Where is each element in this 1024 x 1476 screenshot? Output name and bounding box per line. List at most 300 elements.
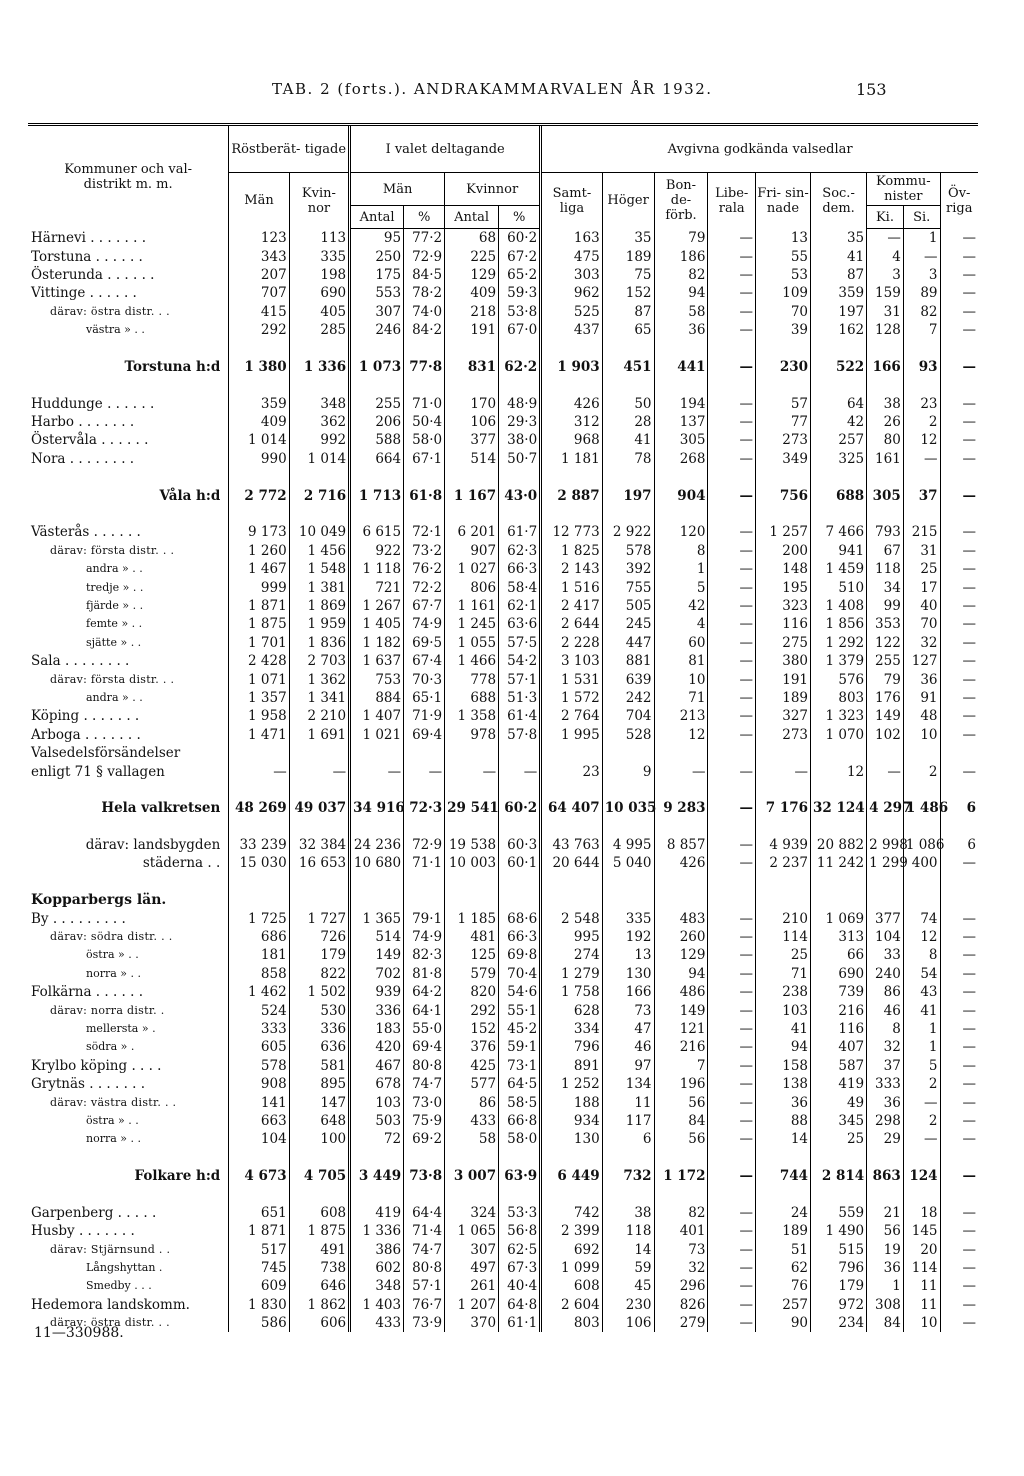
cell-komm-ki — [867, 744, 904, 762]
cell-hoger: 50 — [602, 395, 654, 413]
cell-socdem: 739 — [811, 983, 867, 1001]
cell-frisinnade: 138 — [755, 1075, 810, 1093]
cell-name: därav: södra distr. . . — [50, 930, 173, 944]
cell-komm-ki: 21 — [867, 1204, 904, 1222]
cell-man-pct: 50·4 — [404, 413, 445, 431]
cell-socdem: 49 — [811, 1093, 867, 1111]
cell-bondeforb — [654, 891, 708, 909]
cell-komm-ki: 240 — [867, 965, 904, 983]
cell-komm-si: 74 — [903, 909, 940, 927]
cell-rost-man: 1 071 — [229, 670, 289, 688]
spacer-row — [28, 339, 978, 357]
cell-frisinnade: 1 257 — [755, 523, 810, 541]
cell-kv-pct: 57·1 — [499, 670, 541, 688]
cell-ovriga: — — [940, 229, 978, 248]
cell-ovriga: — — [940, 909, 978, 927]
cell-rost-kvinnor: 335 — [289, 247, 349, 265]
cell-ovriga: — — [940, 726, 978, 744]
cell-liberala: — — [708, 303, 755, 321]
cell-hoger: 75 — [602, 266, 654, 284]
cell-hoger: 451 — [602, 358, 654, 376]
cell-hoger: 242 — [602, 689, 654, 707]
cell-samtliga: 608 — [541, 1277, 603, 1295]
cell-kv-pct — [499, 891, 541, 909]
cell-man-pct: 74·7 — [404, 1240, 445, 1258]
cell-liberala: — — [708, 1277, 755, 1295]
table-row — [28, 634, 978, 652]
cell-komm-ki: 67 — [867, 542, 904, 560]
cell-kv-antal: 1 207 — [445, 1296, 499, 1314]
cell-socdem: 1 490 — [811, 1222, 867, 1240]
cell-komm-ki: 118 — [867, 560, 904, 578]
cell-man-pct: 73·2 — [404, 542, 445, 560]
cell-komm-ki: 298 — [867, 1112, 904, 1130]
cell-name: Harbo . . . . . . . — [31, 414, 135, 431]
cell-rost-kvinnor: 16 653 — [289, 854, 349, 872]
cell-samtliga: 796 — [541, 1038, 603, 1056]
cell-liberala: — — [708, 321, 755, 339]
cell-komm-si: 17 — [903, 578, 940, 596]
table-row — [28, 707, 978, 725]
cell-rost-man: 517 — [229, 1240, 289, 1258]
cell-rost-kvinnor: 530 — [289, 1001, 349, 1019]
cell-kv-antal: 68 — [445, 229, 499, 248]
col-header-man-antal: Antal — [350, 206, 404, 229]
cell-ovriga: — — [940, 1038, 978, 1056]
cell-bondeforb: 94 — [654, 284, 708, 302]
cell-kv-antal: 170 — [445, 395, 499, 413]
cell-hoger: 755 — [602, 578, 654, 596]
cell-bondeforb: 4 — [654, 615, 708, 633]
cell-hoger: 106 — [602, 1314, 654, 1332]
cell-rost-kvinnor: 606 — [289, 1314, 349, 1332]
cell-socdem — [811, 744, 867, 762]
cell-man-pct: 76·2 — [404, 560, 445, 578]
cell-rost-man: 48 269 — [229, 799, 289, 817]
cell-ovriga: — — [940, 1222, 978, 1240]
cell-man-pct: 55·0 — [404, 1020, 445, 1038]
cell-komm-si: 215 — [903, 523, 940, 541]
cell-komm-ki: 8 — [867, 1020, 904, 1038]
cell-man-antal: 307 — [350, 303, 404, 321]
cell-name: Köping . . . . . . . — [31, 708, 140, 725]
cell-bondeforb: 904 — [654, 486, 708, 504]
table-row — [28, 542, 978, 560]
cell-komm-si: 18 — [903, 1204, 940, 1222]
cell-name: Torstuna h:d — [124, 358, 221, 375]
cell-komm-ki: 79 — [867, 670, 904, 688]
cell-bondeforb: 56 — [654, 1093, 708, 1111]
cell-kv-antal: 1 185 — [445, 909, 499, 927]
cell-socdem: 690 — [811, 965, 867, 983]
cell-name: därav: landsbygden — [85, 837, 221, 854]
cell-man-antal: — — [350, 762, 404, 780]
cell-liberala: — — [708, 560, 755, 578]
cell-kv-antal: 129 — [445, 266, 499, 284]
cell-komm-si: 31 — [903, 542, 940, 560]
cell-man-pct: 73·9 — [404, 1314, 445, 1332]
cell-rost-man: 359 — [229, 395, 289, 413]
cell-socdem: 197 — [811, 303, 867, 321]
cell-kv-pct: 57·8 — [499, 726, 541, 744]
cell-kv-pct: 58·0 — [499, 1130, 541, 1148]
cell-liberala: — — [708, 909, 755, 927]
cell-socdem: 803 — [811, 689, 867, 707]
cell-hoger: 87 — [602, 303, 654, 321]
cell-name: femte » . . — [86, 617, 143, 631]
cell-liberala: — — [708, 1075, 755, 1093]
cell-man-antal: 884 — [350, 689, 404, 707]
cell-bondeforb: 8 — [654, 542, 708, 560]
cell-komm-ki: 37 — [867, 1057, 904, 1075]
cell-hoger: 578 — [602, 542, 654, 560]
cell-komm-si: 7 — [903, 321, 940, 339]
cell-rost-man — [229, 744, 289, 762]
cell-name: andra » . . — [86, 562, 143, 576]
cell-frisinnade: 230 — [755, 358, 810, 376]
cell-man-antal: 721 — [350, 578, 404, 596]
cell-socdem: 1 069 — [811, 909, 867, 927]
cell-name: Långshyttan . — [86, 1261, 163, 1275]
cell-man-pct: 72·3 — [404, 799, 445, 817]
cell-komm-si: 124 — [903, 1167, 940, 1185]
cell-man-pct: 70·3 — [404, 670, 445, 688]
cell-name: därav: östra distr. . . — [50, 1316, 170, 1330]
cell-name: städerna . . — [142, 855, 221, 872]
cell-name: Arboga . . . . . . . — [31, 726, 141, 743]
cell-kv-pct: 53·3 — [499, 1204, 541, 1222]
cell-hoger: 189 — [602, 247, 654, 265]
cell-socdem: 522 — [811, 358, 867, 376]
cell-man-antal: 24 236 — [350, 836, 404, 854]
cell-komm-ki: — — [867, 762, 904, 780]
cell-kv-pct: 62·2 — [499, 358, 541, 376]
cell-hoger: 528 — [602, 726, 654, 744]
cell-socdem: 35 — [811, 229, 867, 248]
col-header-rostberattigade: Röstberät- tigade — [229, 125, 350, 173]
cell-rost-kvinnor: 646 — [289, 1277, 349, 1295]
cell-komm-ki: 255 — [867, 652, 904, 670]
cell-ovriga: — — [940, 1277, 978, 1295]
cell-frisinnade: 273 — [755, 726, 810, 744]
spacer-row — [28, 376, 978, 394]
cell-frisinnade: 90 — [755, 1314, 810, 1332]
cell-socdem: 2 814 — [811, 1167, 867, 1185]
cell-samtliga: 12 773 — [541, 523, 603, 541]
cell-frisinnade: 275 — [755, 634, 810, 652]
cell-name: Hela valkretsen — [101, 800, 221, 817]
cell-komm-si: — — [903, 1130, 940, 1148]
table-row — [28, 744, 978, 762]
cell-bondeforb: 305 — [654, 431, 708, 449]
cell-komm-ki: 32 — [867, 1038, 904, 1056]
cell-samtliga: 130 — [541, 1130, 603, 1148]
cell-rost-man: 605 — [229, 1038, 289, 1056]
cell-komm-ki — [867, 891, 904, 909]
cell-rost-kvinnor: 581 — [289, 1057, 349, 1075]
cell-samtliga: 1 181 — [541, 450, 603, 468]
cell-kv-pct: 58·5 — [499, 1093, 541, 1111]
cell-frisinnade: 189 — [755, 689, 810, 707]
cell-man-pct: 74·0 — [404, 303, 445, 321]
cell-komm-si: — — [903, 247, 940, 265]
cell-samtliga: 20 644 — [541, 854, 603, 872]
cell-kv-pct: 57·5 — [499, 634, 541, 652]
cell-man-pct: 57·1 — [404, 1277, 445, 1295]
cell-hoger: 245 — [602, 615, 654, 633]
spacer-row — [28, 1149, 978, 1167]
cell-kv-pct: 51·3 — [499, 689, 541, 707]
cell-liberala: — — [708, 523, 755, 541]
cell-bondeforb: 129 — [654, 946, 708, 964]
cell-man-antal: 103 — [350, 1093, 404, 1111]
cell-komm-si: 2 — [903, 762, 940, 780]
cell-socdem: 162 — [811, 321, 867, 339]
cell-kv-antal: 370 — [445, 1314, 499, 1332]
cell-kv-antal: 497 — [445, 1259, 499, 1277]
cell-liberala: — — [708, 836, 755, 854]
cell-ovriga: — — [940, 652, 978, 670]
cell-hoger: 38 — [602, 1204, 654, 1222]
cell-man-antal: 3 449 — [350, 1167, 404, 1185]
cell-komm-ki: 166 — [867, 358, 904, 376]
cell-komm-ki: 56 — [867, 1222, 904, 1240]
cell-rost-kvinnor: 738 — [289, 1259, 349, 1277]
cell-socdem: 179 — [811, 1277, 867, 1295]
cell-bondeforb: 84 — [654, 1112, 708, 1130]
cell-rost-man: 333 — [229, 1020, 289, 1038]
cell-liberala: — — [708, 1130, 755, 1148]
cell-ovriga: — — [940, 542, 978, 560]
cell-kv-pct: 45·2 — [499, 1020, 541, 1038]
total-row — [28, 854, 978, 872]
cell-komm-si: 11 — [903, 1277, 940, 1295]
cell-liberala: — — [708, 799, 755, 817]
table-row — [28, 946, 978, 964]
cell-ovriga: — — [940, 983, 978, 1001]
election-table — [28, 123, 978, 1332]
cell-name: därav: första distr. . . — [50, 672, 175, 686]
cell-samtliga: 1 099 — [541, 1259, 603, 1277]
cell-man-antal: 1 403 — [350, 1296, 404, 1314]
cell-bondeforb: 12 — [654, 726, 708, 744]
cell-komm-ki: 36 — [867, 1093, 904, 1111]
cell-man-pct: 58·0 — [404, 431, 445, 449]
col-header-kv-pct: % — [499, 206, 541, 229]
cell-socdem: 116 — [811, 1020, 867, 1038]
cell-socdem: 20 882 — [811, 836, 867, 854]
cell-kv-antal: 29 541 — [445, 799, 499, 817]
cell-ovriga: — — [940, 321, 978, 339]
cell-bondeforb: 5 — [654, 578, 708, 596]
cell-hoger: 73 — [602, 1001, 654, 1019]
cell-komm-ki: 84 — [867, 1314, 904, 1332]
cell-bondeforb: 137 — [654, 413, 708, 431]
cell-samtliga: 2 143 — [541, 560, 603, 578]
cell-man-pct: 73·8 — [404, 1167, 445, 1185]
cell-komm-si: 32 — [903, 634, 940, 652]
cell-komm-si: 8 — [903, 946, 940, 964]
cell-ovriga: — — [940, 1130, 978, 1148]
cell-man-pct: 84·2 — [404, 321, 445, 339]
cell-rost-man: 1 471 — [229, 726, 289, 744]
cell-samtliga: 962 — [541, 284, 603, 302]
cell-bondeforb: 7 — [654, 1057, 708, 1075]
cell-komm-si: 127 — [903, 652, 940, 670]
cell-rost-kvinnor: 1 381 — [289, 578, 349, 596]
cell-man-pct: 71·1 — [404, 854, 445, 872]
cell-hoger — [602, 744, 654, 762]
cell-socdem: 66 — [811, 946, 867, 964]
cell-rost-kvinnor: 10 049 — [289, 523, 349, 541]
cell-socdem: 359 — [811, 284, 867, 302]
cell-man-antal: 175 — [350, 266, 404, 284]
cell-man-antal: 1 118 — [350, 560, 404, 578]
cell-kv-pct: 73·1 — [499, 1057, 541, 1075]
cell-rost-man: 181 — [229, 946, 289, 964]
cell-samtliga: 891 — [541, 1057, 603, 1075]
cell-hoger: 65 — [602, 321, 654, 339]
cell-frisinnade: 14 — [755, 1130, 810, 1148]
cell-samtliga: 437 — [541, 321, 603, 339]
cell-ovriga: — — [940, 615, 978, 633]
cell-kv-antal: 831 — [445, 358, 499, 376]
cell-kv-antal: 688 — [445, 689, 499, 707]
cell-liberala: — — [708, 689, 755, 707]
cell-kv-pct: 64·8 — [499, 1296, 541, 1314]
table-row — [28, 597, 978, 615]
cell-hoger: 35 — [602, 229, 654, 248]
cell-komm-si: 1 — [903, 1020, 940, 1038]
cell-liberala: — — [708, 634, 755, 652]
cell-frisinnade: 77 — [755, 413, 810, 431]
cell-socdem: 216 — [811, 1001, 867, 1019]
cell-komm-si: 43 — [903, 983, 940, 1001]
cell-kv-antal: 425 — [445, 1057, 499, 1075]
spacer-row — [28, 505, 978, 523]
cell-komm-si: 1 486 — [903, 799, 940, 817]
cell-komm-ki: 308 — [867, 1296, 904, 1314]
cell-socdem: 407 — [811, 1038, 867, 1056]
footer-code: 11—330988. — [34, 1325, 124, 1341]
cell-man-pct: 67·4 — [404, 652, 445, 670]
cell-man-pct: 74·9 — [404, 615, 445, 633]
table-row — [28, 1277, 978, 1295]
col-header-kvinnor: Kvinnor — [445, 173, 541, 206]
cell-samtliga: 2 764 — [541, 707, 603, 725]
cell-kv-pct: 59·3 — [499, 284, 541, 302]
cell-komm-ki: 3 — [867, 266, 904, 284]
cell-liberala: — — [708, 726, 755, 744]
cell-hoger: 11 — [602, 1093, 654, 1111]
cell-kv-pct: 43·0 — [499, 486, 541, 504]
table-row — [28, 560, 978, 578]
cell-name: Folkärna . . . . . . — [31, 984, 143, 1001]
cell-rost-man: 1 875 — [229, 615, 289, 633]
cell-bondeforb: 268 — [654, 450, 708, 468]
table-row — [28, 321, 978, 339]
cell-rost-kvinnor: 726 — [289, 928, 349, 946]
cell-kv-pct: 62·5 — [499, 1240, 541, 1258]
cell-rost-man: 1 958 — [229, 707, 289, 725]
cell-komm-ki: 1 299 — [867, 854, 904, 872]
cell-hoger: 152 — [602, 284, 654, 302]
cell-hoger: 5 040 — [602, 854, 654, 872]
cell-man-pct: 71·0 — [404, 395, 445, 413]
page-header — [0, 80, 1024, 100]
cell-samtliga: 274 — [541, 946, 603, 964]
cell-man-pct: 82·3 — [404, 946, 445, 964]
spacer-row — [28, 781, 978, 799]
cell-kv-antal: 261 — [445, 1277, 499, 1295]
cell-komm-si: 3 — [903, 266, 940, 284]
cell-samtliga: 1 758 — [541, 983, 603, 1001]
cell-liberala: — — [708, 762, 755, 780]
cell-bondeforb: 9 283 — [654, 799, 708, 817]
col-header-rost-man: Män — [229, 173, 289, 229]
cell-liberala: — — [708, 1167, 755, 1185]
cell-rost-kvinnor: 1 362 — [289, 670, 349, 688]
cell-kv-antal: 1 065 — [445, 1222, 499, 1240]
cell-hoger: 505 — [602, 597, 654, 615]
col-header-rost-kvinnor: Kvin- nor — [289, 173, 349, 229]
table-row — [28, 1057, 978, 1075]
col-header-si: Si. — [903, 206, 940, 229]
cell-rost-kvinnor: 1 869 — [289, 597, 349, 615]
cell-rost-kvinnor: 405 — [289, 303, 349, 321]
cell-kv-antal: 324 — [445, 1204, 499, 1222]
cell-samtliga: 968 — [541, 431, 603, 449]
col-header-socdem: Soc.- dem. — [811, 173, 867, 229]
cell-komm-ki: — — [867, 229, 904, 248]
cell-rost-kvinnor: 2 210 — [289, 707, 349, 725]
table-row — [28, 1222, 978, 1240]
cell-kv-pct: 60·2 — [499, 229, 541, 248]
cell-name: Garpenberg . . . . . — [31, 1204, 157, 1221]
cell-man-pct: 72·9 — [404, 247, 445, 265]
cell-komm-ki: 26 — [867, 413, 904, 431]
cell-socdem: 941 — [811, 542, 867, 560]
cell-bondeforb: 213 — [654, 707, 708, 725]
cell-rost-kvinnor: 1 691 — [289, 726, 349, 744]
cell-kv-antal: 86 — [445, 1093, 499, 1111]
cell-man-antal: 922 — [350, 542, 404, 560]
cell-ovriga: — — [940, 358, 978, 376]
cell-hoger: 46 — [602, 1038, 654, 1056]
cell-kv-pct: 67·0 — [499, 321, 541, 339]
table-row — [28, 395, 978, 413]
cell-ovriga: — — [940, 523, 978, 541]
cell-liberala: — — [708, 266, 755, 284]
cell-kv-antal — [445, 744, 499, 762]
cell-man-antal: 753 — [350, 670, 404, 688]
cell-kv-pct: 68·6 — [499, 909, 541, 927]
cell-liberala: — — [708, 578, 755, 596]
cell-komm-ki: 4 297 — [867, 799, 904, 817]
cell-liberala: — — [708, 395, 755, 413]
table-row — [28, 431, 978, 449]
cell-man-antal: 255 — [350, 395, 404, 413]
cell-liberala: — — [708, 450, 755, 468]
table-row — [28, 909, 978, 927]
cell-komm-ki: 176 — [867, 689, 904, 707]
cell-bondeforb: 426 — [654, 854, 708, 872]
cell-ovriga: — — [940, 303, 978, 321]
cell-rost-kvinnor: 49 037 — [289, 799, 349, 817]
cell-frisinnade — [755, 744, 810, 762]
cell-bondeforb: 486 — [654, 983, 708, 1001]
cell-bondeforb: 94 — [654, 965, 708, 983]
